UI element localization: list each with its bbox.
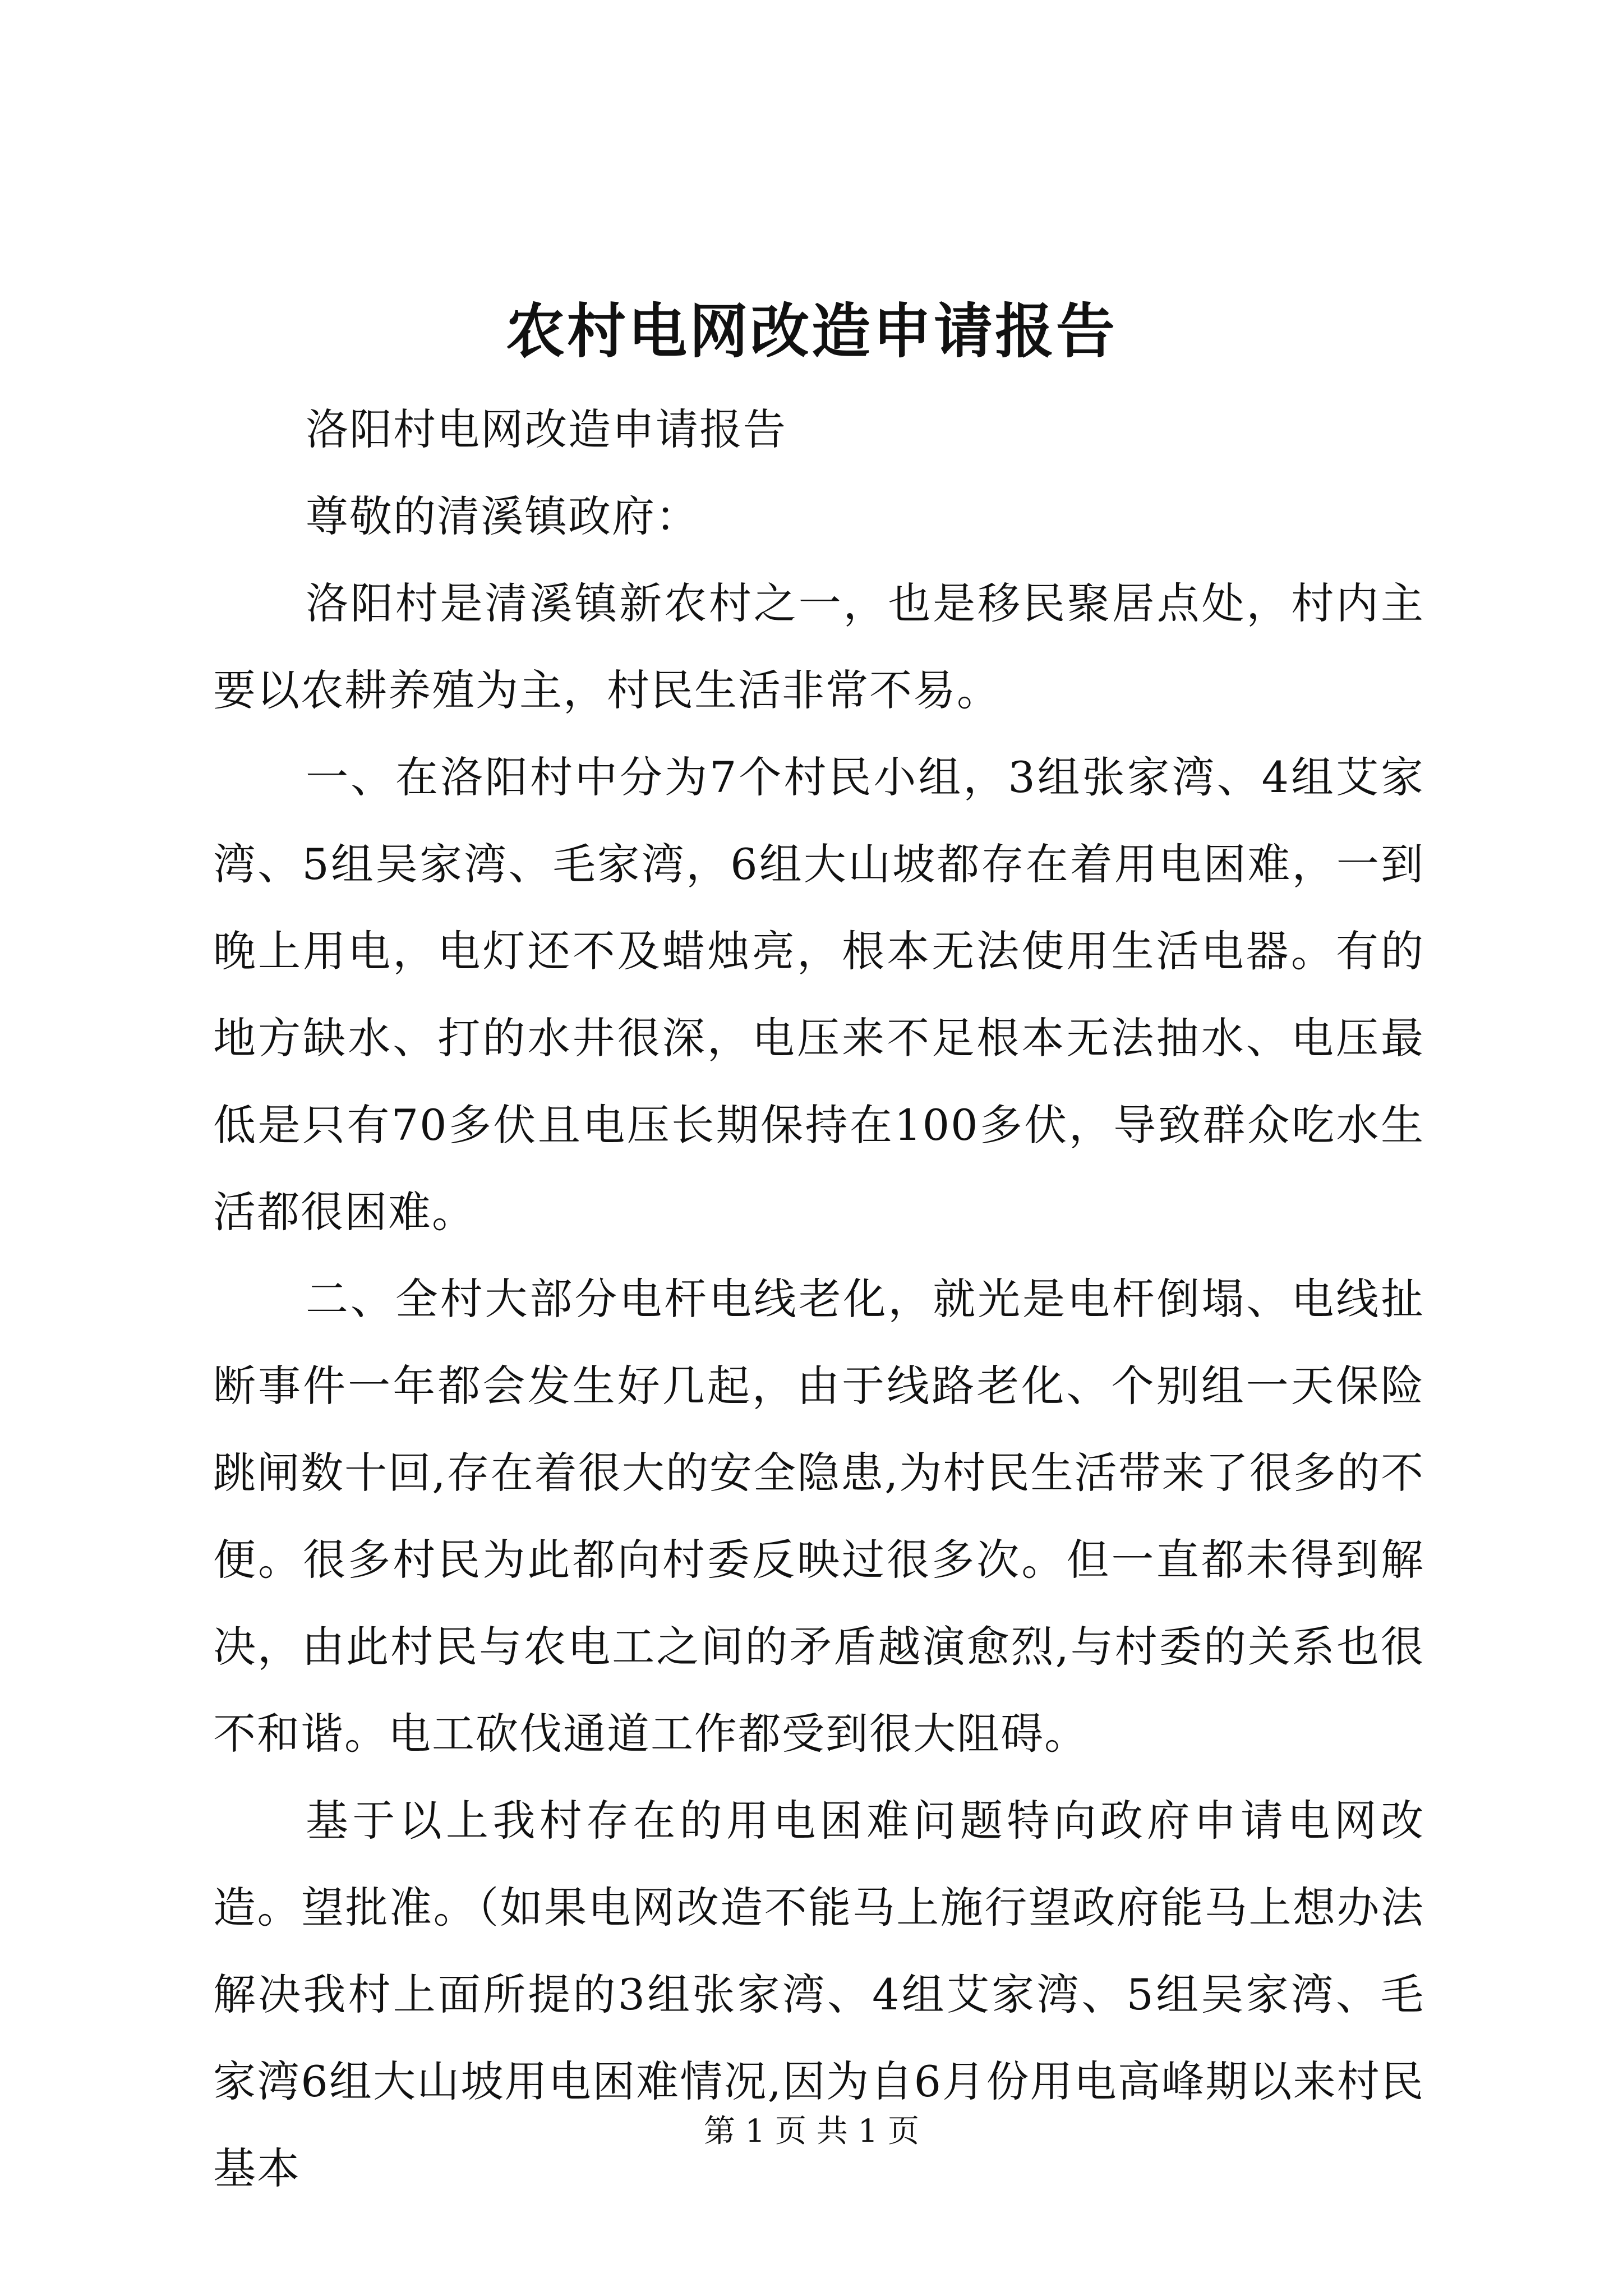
- paragraph-subtitle: 洛阳村电网改造申请报告: [306, 404, 787, 454]
- paragraph-salutation: 尊敬的清溪镇政府：: [306, 491, 699, 541]
- page-footer: 第 1 页 共 1 页: [703, 2113, 920, 2150]
- paragraph-intro: 洛阳村是清溪镇新农村之一，也是移民聚居点处，村内主要以农耕养殖为主，村民生活非常不易。: [213, 578, 1424, 715]
- document-body: [213, 386, 1424, 2212]
- paragraph-request: 基于以上我村存在的用电困难问题特向政府申请电网改造。望批准。（如果电网改造不能马上施行望政府能马上想办法解决我村上面所提的3组张家湾、4组艾家湾、5组吴家湾、毛家湾6组大山坡用电困难情况,因为自6月份用电高峰期以来村民基本: [213, 1796, 1424, 2193]
- paragraph-point-one: 一、在洛阳村中分为7个村民小组，3组张家湾、4组艾家湾、5组吴家湾、毛家湾，6组大山坡都存在着用电困难，一到晚上用电，电灯还不及蜡烛亮，根本无法使用生活电器。有的地方缺水、打的水井很深，电压来不足根本无法抽水、电压最低是只有70多伏且电压长期保持在100多伏，导致群众吃水生活都很困难。: [213, 752, 1424, 1237]
- paragraph-point-two: 二、全村大部分电杆电线老化，就光是电杆倒塌、电线扯断事件一年都会发生好几起，由于线路老化、个别组一天保险跳闸数十回,存在着很大的安全隐患,为村民生活带来了很多的不便。很多村民为此都向村委反映过很多次。但一直都未得到解决，由此村民与农电工之间的矛盾越演愈烈,与村委的关系也很不和谐。电工砍伐通道工作都受到很大阻碍。: [213, 1274, 1424, 1759]
- document-title: 农村电网改造申请报告: [505, 296, 1117, 366]
